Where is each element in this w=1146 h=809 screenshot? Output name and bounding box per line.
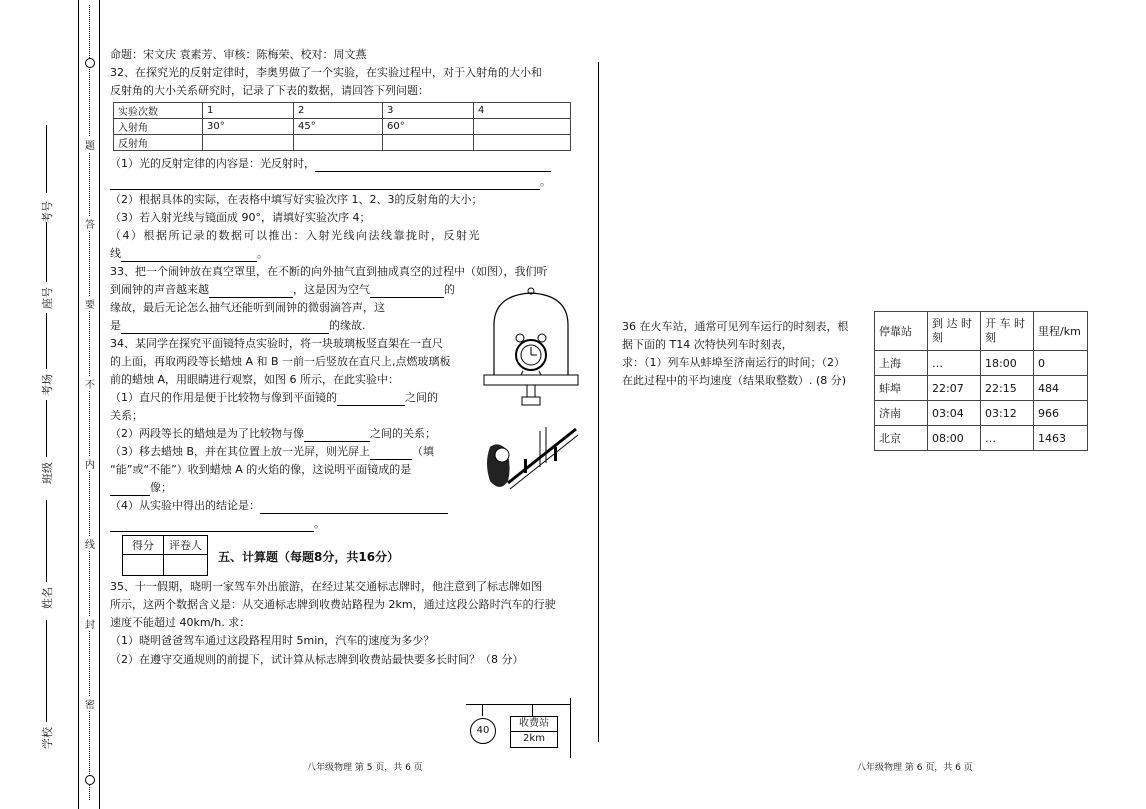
answer-blank[interactable] bbox=[121, 321, 329, 334]
timetable bbox=[874, 311, 1088, 451]
table-cell: 22:15 bbox=[981, 376, 1034, 401]
q34-line3: 前的蜡烛 A，用眼睛进行观察，如图 6 所示，在此实验中： bbox=[110, 373, 400, 386]
table-row bbox=[123, 555, 208, 576]
answer-blank[interactable] bbox=[110, 519, 314, 532]
table-cell: 03:12 bbox=[981, 401, 1034, 426]
q35-line1: 35、十一假期，晓明一家驾车外出旅游，在经过某交通标志牌时，他注意到了标志牌如图 bbox=[110, 580, 542, 593]
toll-station-sign bbox=[510, 716, 558, 748]
answer-blank[interactable] bbox=[110, 483, 150, 496]
table-row bbox=[875, 426, 1088, 451]
answer-blank[interactable] bbox=[315, 159, 551, 172]
q32-table bbox=[113, 102, 571, 151]
table-header-row bbox=[875, 312, 1088, 351]
answer-blank[interactable] bbox=[304, 429, 370, 442]
field-line bbox=[46, 222, 47, 282]
q32-sub1-cont bbox=[110, 173, 551, 190]
speed-limit-sign bbox=[470, 718, 496, 744]
table-cell[interactable] bbox=[474, 119, 571, 135]
table-cell: 济南 bbox=[875, 401, 928, 426]
field-exam-room: 考场 bbox=[41, 374, 54, 396]
q34-sub3-cont: “能”或“不能”）收到蜡烛 A 的火焰的像，这说明平面镜成的是 bbox=[110, 463, 412, 476]
table-cell: 1463 bbox=[1034, 426, 1088, 451]
q36-line2: 据下面的 T14 次特快列车时刻表， bbox=[622, 338, 793, 351]
table-cell[interactable] bbox=[294, 135, 383, 151]
q34-sub3-end: （填 bbox=[412, 445, 435, 458]
field-school: 学校 bbox=[41, 727, 54, 749]
table-cell[interactable] bbox=[203, 135, 294, 151]
field-line bbox=[46, 313, 47, 369]
answer-blank[interactable] bbox=[370, 285, 444, 298]
q33-line2-pre: 到闹钟的声音越来越 bbox=[110, 283, 209, 296]
seal-circle-top bbox=[85, 58, 95, 68]
seal-char: 题 bbox=[84, 137, 96, 152]
q34-sub4-end: 。 bbox=[314, 517, 325, 530]
q34-sub1-end: 之间的 bbox=[405, 391, 438, 404]
footer-left: 八年级物理 第 5 页，共 6 页 bbox=[307, 763, 423, 773]
q34-sub1-pre: （1）直尺的作用是便于比较物与像到平面镜的 bbox=[110, 391, 337, 404]
table-row bbox=[123, 536, 208, 555]
q32-sub4-pre: 线 bbox=[110, 247, 121, 260]
table-cell: 2 bbox=[294, 103, 383, 119]
q33-line4-end: 的缘故. bbox=[329, 319, 366, 332]
section5-title: 五、计算题（每题8分，共16分） bbox=[218, 550, 400, 564]
table-cell: 03:04 bbox=[928, 401, 981, 426]
field-exam-number: 考号 bbox=[41, 201, 54, 223]
answer-blank[interactable] bbox=[209, 285, 293, 298]
q34-sub3-end2: 像； bbox=[150, 481, 172, 494]
table-row bbox=[114, 119, 571, 135]
field-line bbox=[46, 400, 47, 457]
table-cell: … bbox=[981, 426, 1034, 451]
answer-blank[interactable] bbox=[110, 177, 540, 190]
table-row bbox=[114, 103, 571, 119]
table-cell: 北京 bbox=[875, 426, 928, 451]
sign-post-line bbox=[482, 704, 483, 716]
q34-sub1-cont: 关系； bbox=[110, 409, 143, 422]
table-cell: … bbox=[928, 351, 981, 376]
seal-char: 要 bbox=[84, 296, 96, 311]
score-box bbox=[122, 535, 208, 576]
table-cell: 0 bbox=[1034, 351, 1088, 376]
field-line bbox=[46, 125, 47, 193]
table-cell: 蚌埠 bbox=[875, 376, 928, 401]
q34-sub3-cont2 bbox=[110, 479, 172, 496]
q35-line3: 速度不能超过 40km/h. 求： bbox=[110, 616, 251, 629]
q32-sub1 bbox=[110, 155, 551, 172]
q33-line2-mid: ，这是因为空气 bbox=[293, 283, 370, 296]
q36-line4: 在此过程中的平均速度（结果取整数）. (8 分) bbox=[622, 374, 847, 387]
q33-line4 bbox=[110, 317, 366, 334]
q34-line1: 34、某同学在探究平面镜特点实验时，将一块玻璃板竖直架在一直尺 bbox=[110, 337, 443, 350]
q32-sub4-cont bbox=[110, 245, 268, 262]
q33-line3: 缘故，最后无论怎么抽气还能听到闹钟的微弱滴答声，这 bbox=[110, 301, 385, 314]
table-cell: 入射角 bbox=[114, 119, 203, 135]
sign-post-line bbox=[570, 698, 571, 758]
q32-sub1-end: 。 bbox=[540, 175, 551, 188]
toll-station-distance: 2km bbox=[511, 731, 557, 746]
table-row bbox=[875, 401, 1088, 426]
margin-line-outer bbox=[78, 0, 79, 809]
table-header: 到 达 时刻 bbox=[928, 312, 981, 351]
q32-sub2: （2）根据具体的实际，在表格中填写好实验次序 1、2、3的反射角的大小； bbox=[110, 193, 483, 206]
q35-sub2: （2）在遵守交通规则的前提下，试计算从标志牌到收费站最快要多长时间？（8 分） bbox=[110, 653, 524, 666]
table-cell: 上海 bbox=[875, 351, 928, 376]
q33-line4-pre: 是 bbox=[110, 319, 121, 332]
seal-char: 密 bbox=[84, 696, 96, 711]
q33-line1: 33、把一个闹钟放在真空罩里，在不断的向外抽气直到抽成真空的过程中（如图），我们听 bbox=[110, 265, 548, 278]
score-cell[interactable] bbox=[123, 555, 164, 576]
table-cell: 22:07 bbox=[928, 376, 981, 401]
field-line bbox=[46, 620, 47, 722]
q34-sub3 bbox=[110, 443, 434, 460]
score-header: 评卷人 bbox=[164, 536, 208, 555]
q34-sub2 bbox=[110, 425, 436, 442]
q35-sub1: （1）晓明爸爸驾车通过这段路程用时 5min，汽车的速度为多少？ bbox=[110, 634, 435, 647]
header-line: 命题：宋文庆 袁素芳、审核：陈梅荣、校对：周文燕 bbox=[110, 48, 367, 61]
page-divider bbox=[598, 62, 599, 742]
q34-sub4-pre: （4）从实验中得出的结论是： bbox=[110, 499, 260, 512]
field-name: 姓名 bbox=[41, 587, 54, 609]
traffic-sign-figure bbox=[466, 698, 574, 758]
margin-line-inner bbox=[99, 0, 100, 809]
q34-sub4-cont bbox=[110, 515, 325, 532]
field-seat-number: 座号 bbox=[41, 287, 54, 309]
q35-line2: 所示，这两个数据含义是：从交通标志牌到收费站路程为 2km，通过这段公路时汽车的行驶 bbox=[110, 598, 556, 611]
seal-char: 封 bbox=[84, 616, 96, 631]
bell-jar-figure bbox=[480, 285, 582, 415]
q32-sub4: （4）根据所记录的数据可以推出：入射光线向法线靠拢时，反射光 bbox=[110, 229, 481, 242]
seal-circle-bottom bbox=[85, 775, 95, 785]
table-cell: 3 bbox=[383, 103, 474, 119]
q36-line3: 求：（1）列车从蚌埠至济南运行的时间；（2） bbox=[622, 356, 845, 369]
seal-char: 答 bbox=[84, 216, 96, 231]
table-header: 停靠站 bbox=[875, 312, 928, 351]
score-header: 得分 bbox=[123, 536, 164, 555]
seal-char: 线 bbox=[84, 536, 96, 551]
q32-intro: 32、在探究光的反射定律时，李奥男做了一个实验，在实验过程中，对于入射角的大小和 bbox=[110, 66, 542, 79]
q33-line2 bbox=[110, 281, 455, 298]
table-cell: 484 bbox=[1034, 376, 1088, 401]
table-cell: 30° bbox=[203, 119, 294, 135]
table-cell: 966 bbox=[1034, 401, 1088, 426]
table-cell: 60° bbox=[383, 119, 474, 135]
q34-sub4 bbox=[110, 497, 448, 514]
answer-blank[interactable] bbox=[337, 393, 405, 406]
seal-dots bbox=[89, 5, 90, 800]
field-class: 班级 bbox=[41, 462, 54, 484]
toll-station-label: 收费站 bbox=[519, 718, 549, 729]
table-cell: 反射角 bbox=[114, 135, 203, 151]
mirror-experiment-figure bbox=[480, 423, 580, 495]
answer-blank[interactable] bbox=[260, 501, 448, 514]
q32-sub3: （3）若入射光线与镜面成 90°，请填好实验次序 4； bbox=[110, 211, 371, 224]
q33-line2-end: 的 bbox=[444, 283, 455, 296]
seal-char: 不 bbox=[84, 376, 96, 391]
table-cell[interactable] bbox=[474, 135, 571, 151]
q36-line1: 36 在火车站，通常可见列车运行的时刻表，根 bbox=[622, 320, 849, 333]
table-row bbox=[114, 135, 571, 151]
q34-sub2-end: 之间的关系； bbox=[370, 427, 436, 440]
table-cell: 45° bbox=[294, 119, 383, 135]
speed-limit-value: 40 bbox=[476, 725, 490, 736]
table-cell[interactable] bbox=[383, 135, 474, 151]
table-cell: 1 bbox=[203, 103, 294, 119]
table-cell: 18:00 bbox=[981, 351, 1034, 376]
answer-blank[interactable] bbox=[370, 447, 412, 460]
q34-line2: 的上面，再取两段等长蜡烛 A 和 B 一前一后竖放在直尺上,点燃玻璃板 bbox=[110, 355, 451, 368]
table-cell: 4 bbox=[474, 103, 571, 119]
q32-sub1-text: （1）光的反射定律的内容是：光反射时， bbox=[110, 157, 315, 170]
table-row bbox=[875, 376, 1088, 401]
q34-sub2-pre: （2）两段等长的蜡烛是为了比较物与像 bbox=[110, 427, 304, 440]
score-cell[interactable] bbox=[164, 555, 208, 576]
seal-char: 内 bbox=[84, 456, 96, 471]
q34-sub3-pre: （3）移去蜡烛 B，并在其位置上放一光屏，则光屏上 bbox=[110, 445, 371, 458]
table-row bbox=[875, 351, 1088, 376]
q32-sub4-end: 。 bbox=[257, 247, 268, 260]
table-cell: 08:00 bbox=[928, 426, 981, 451]
q34-sub1 bbox=[110, 389, 438, 406]
answer-blank[interactable] bbox=[121, 249, 257, 262]
field-line bbox=[46, 500, 47, 582]
table-header: 开 车 时刻 bbox=[981, 312, 1034, 351]
table-header: 里程/km bbox=[1034, 312, 1088, 351]
q32-intro: 反射角的大小关系研究时，记录了下表的数据，请回答下列问题： bbox=[110, 84, 429, 97]
footer-right: 八年级物理 第 6 页，共 6 页 bbox=[857, 763, 973, 773]
sign-post-line bbox=[532, 704, 533, 716]
table-cell: 实验次数 bbox=[114, 103, 203, 119]
